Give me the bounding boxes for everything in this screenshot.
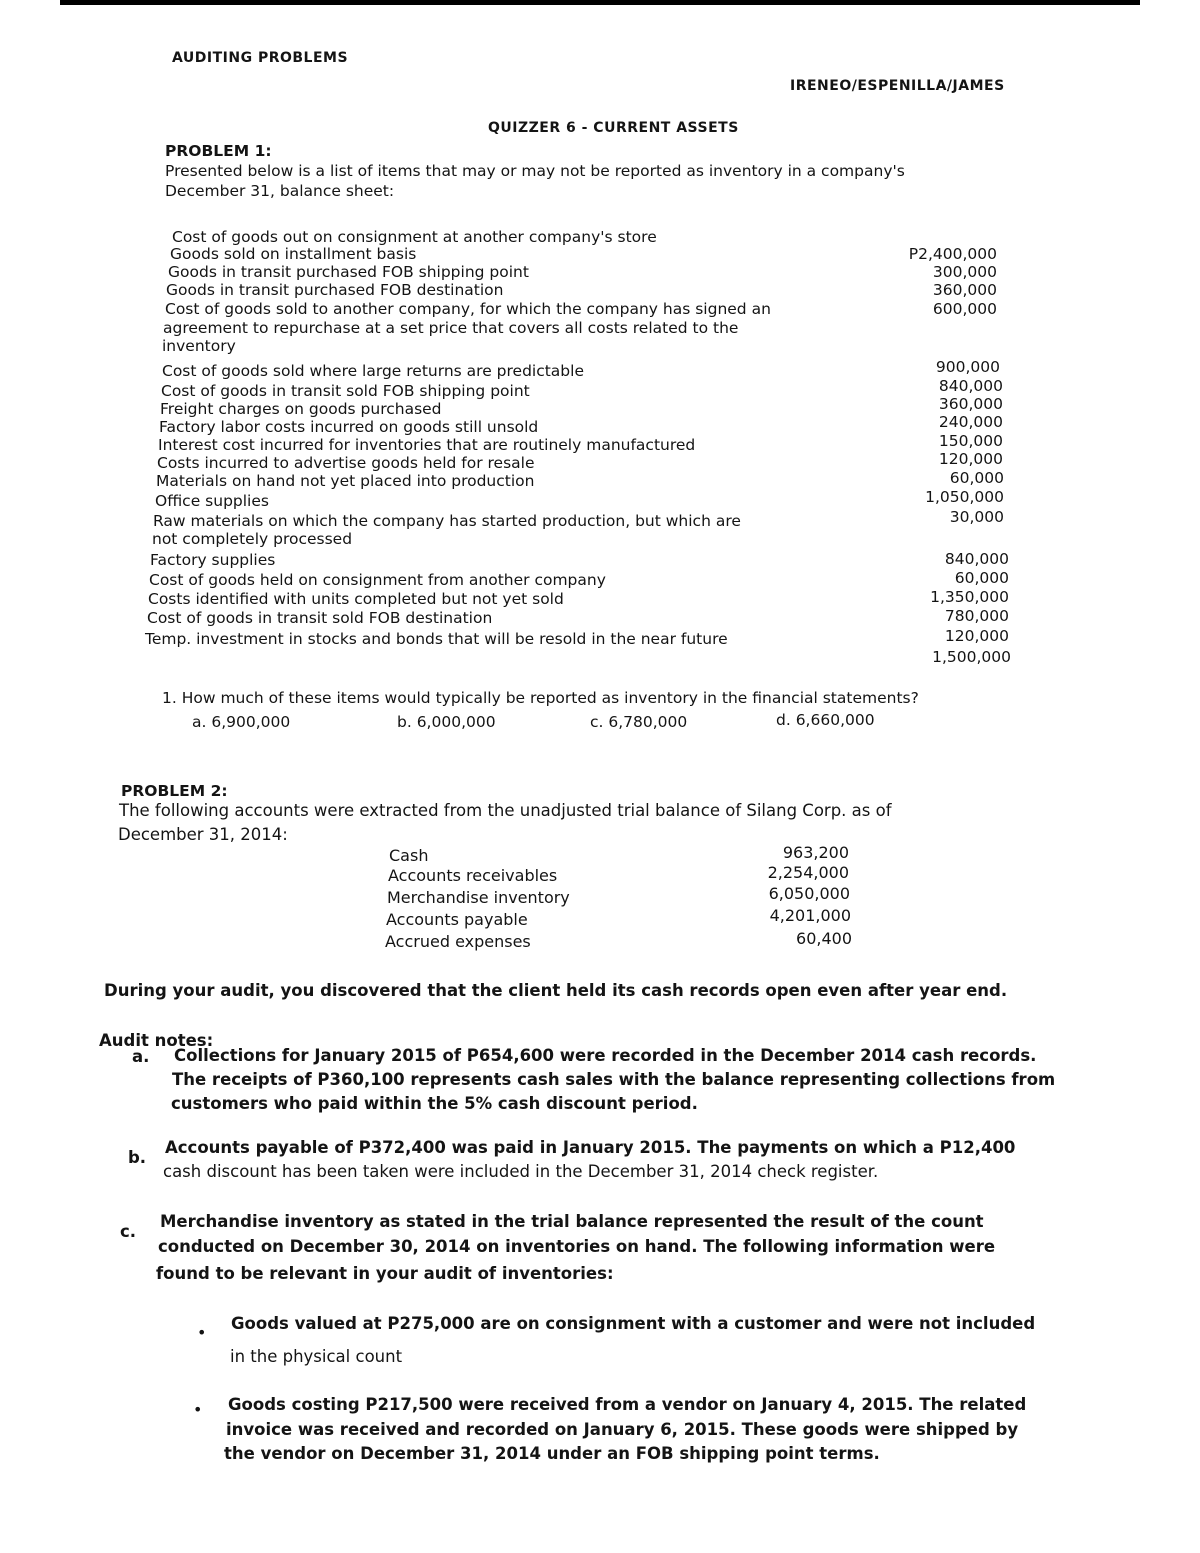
item-label: Cost of goods in transit sold FOB destination — [147, 609, 493, 627]
audit-notes-label: Audit notes: — [99, 1031, 214, 1050]
account-name: Cash — [389, 846, 429, 865]
item-amount: 120,000 — [944, 627, 1009, 645]
item-label: Factory labor costs incurred on goods still unsold — [159, 418, 539, 436]
bullet-line: in the physical count — [230, 1347, 403, 1366]
item-label: Cost of goods sold to another company, for which the company has signed an — [165, 300, 771, 318]
item-label: Materials on hand not yet placed into production — [156, 472, 535, 490]
item-amount: 240,000 — [938, 413, 1003, 431]
account-name: Accounts receivables — [388, 866, 558, 885]
item-label: Goods in transit purchased FOB shipping point — [168, 263, 529, 281]
note-line: found to be relevant in your audit of inventories: — [156, 1264, 614, 1283]
item-amount: P2,400,000 — [908, 245, 997, 263]
item-label: Office supplies — [155, 492, 269, 510]
item-label: Cost of goods out on consignment at another company's store — [172, 228, 657, 246]
account-amount: 963,200 — [782, 843, 849, 862]
item-amount: 150,000 — [938, 432, 1003, 450]
item-amount: 600,000 — [932, 300, 997, 318]
item-amount: 360,000 — [938, 395, 1003, 413]
account-amount: 2,254,000 — [767, 863, 849, 882]
item-amount: 900,000 — [935, 358, 1000, 376]
account-name: Accrued expenses — [385, 932, 531, 951]
bullet-line: Goods costing P217,500 were received from a vendor on January 4, 2015. The related — [228, 1395, 1027, 1414]
choice-b: b. 6,000,000 — [397, 713, 496, 731]
authors: IRENEO/ESPENILLA/JAMES — [790, 78, 1005, 94]
problem2-intro-line1: The following accounts were extracted from the unadjusted trial balance of Silang Corp. as of — [119, 801, 892, 820]
bullet-line: invoice was received and recorded on January 6, 2015. These goods were shipped by — [226, 1420, 1019, 1439]
item-label-cont: agreement to repurchase at a set price that covers all costs related to the — [163, 319, 739, 337]
account-amount: 4,201,000 — [769, 906, 851, 925]
item-amount: 840,000 — [944, 550, 1009, 568]
note-line: cash discount has been taken were included in the December 31, 2014 check register. — [163, 1162, 879, 1181]
note-line: conducted on December 30, 2014 on inventories on hand. The following information were — [158, 1237, 996, 1256]
item-label: Interest cost incurred for inventories that are routinely manufactured — [158, 436, 696, 454]
item-amount: 1,050,000 — [925, 488, 1004, 506]
note-line: Collections for January 2015 of P654,600 were recorded in the December 2014 cash records. — [174, 1046, 1037, 1065]
note-line: The receipts of P360,100 represents cash sales with the balance representing collections from — [172, 1070, 1056, 1089]
item-amount: 1,350,000 — [930, 588, 1009, 606]
course-title: AUDITING PROBLEMS — [172, 50, 349, 66]
item-label: Goods sold on installment basis — [170, 245, 417, 263]
problem1-intro-line2: December 31, balance sheet: — [165, 182, 395, 200]
item-label: Costs identified with units completed but not yet sold — [148, 590, 564, 608]
item-amount: 360,000 — [932, 281, 997, 299]
note-letter: c. — [120, 1222, 137, 1241]
note-letter: a. — [132, 1047, 150, 1066]
account-name: Accounts payable — [386, 910, 528, 929]
item-amount: 1,500,000 — [932, 648, 1011, 666]
item-amount: 780,000 — [944, 607, 1009, 625]
choice-c: c. 6,780,000 — [590, 713, 688, 731]
problem2-intro-line2: December 31, 2014: — [118, 825, 288, 844]
problem1-heading: PROBLEM 1: — [165, 142, 272, 160]
choice-d: d. 6,660,000 — [776, 711, 875, 729]
item-label: Cost of goods in transit sold FOB shipping point — [161, 382, 530, 400]
bullet-dot: • — [197, 1323, 207, 1342]
audit-discovery: During your audit, you discovered that the client held its cash records open even after year end. — [104, 981, 1008, 1000]
item-amount: 30,000 — [949, 508, 1004, 526]
item-label-cont: inventory — [162, 337, 236, 355]
item-amount: 120,000 — [938, 450, 1003, 468]
item-label: Factory supplies — [150, 551, 276, 569]
item-label: Temp. investment in stocks and bonds that will be resold in the near future — [145, 630, 728, 648]
note-line: Merchandise inventory as stated in the trial balance represented the result of the count — [160, 1212, 984, 1231]
account-amount: 6,050,000 — [768, 884, 850, 903]
item-amount: 60,000 — [949, 469, 1004, 487]
bullet-dot: • — [193, 1400, 203, 1419]
quiz-title: QUIZZER 6 - CURRENT ASSETS — [488, 120, 739, 136]
bullet-line: Goods valued at P275,000 are on consignment with a customer and were not included — [231, 1314, 1036, 1333]
item-amount: 300,000 — [932, 263, 997, 281]
item-amount: 840,000 — [938, 377, 1003, 395]
bullet-line: the vendor on December 31, 2014 under an FOB shipping point terms. — [224, 1444, 880, 1463]
item-label: Costs incurred to advertise goods held for resale — [157, 454, 535, 472]
note-letter: b. — [128, 1148, 147, 1167]
problem2-heading: PROBLEM 2: — [121, 782, 228, 800]
item-label: Goods in transit purchased FOB destination — [166, 281, 504, 299]
item-amount: 60,000 — [954, 569, 1009, 587]
problem1-question: 1. How much of these items would typically be reported as inventory in the financial statements? — [162, 689, 919, 707]
item-label: Freight charges on goods purchased — [160, 400, 442, 418]
item-label-cont: not completely processed — [152, 530, 353, 548]
choice-a: a. 6,900,000 — [192, 713, 291, 731]
item-label: Raw materials on which the company has started production, but which are — [153, 512, 741, 530]
problem1-intro-line1: Presented below is a list of items that may or may not be reported as inventory in a company's — [165, 162, 905, 180]
account-amount: 60,400 — [796, 929, 852, 948]
item-label: Cost of goods sold where large returns are predictable — [162, 362, 584, 380]
account-name: Merchandise inventory — [387, 888, 570, 907]
note-line: Accounts payable of P372,400 was paid in January 2015. The payments on which a P12,400 — [165, 1138, 1016, 1157]
note-line: customers who paid within the 5% cash discount period. — [171, 1094, 698, 1113]
top-border — [60, 0, 1140, 5]
item-label: Cost of goods held on consignment from another company — [149, 571, 606, 589]
